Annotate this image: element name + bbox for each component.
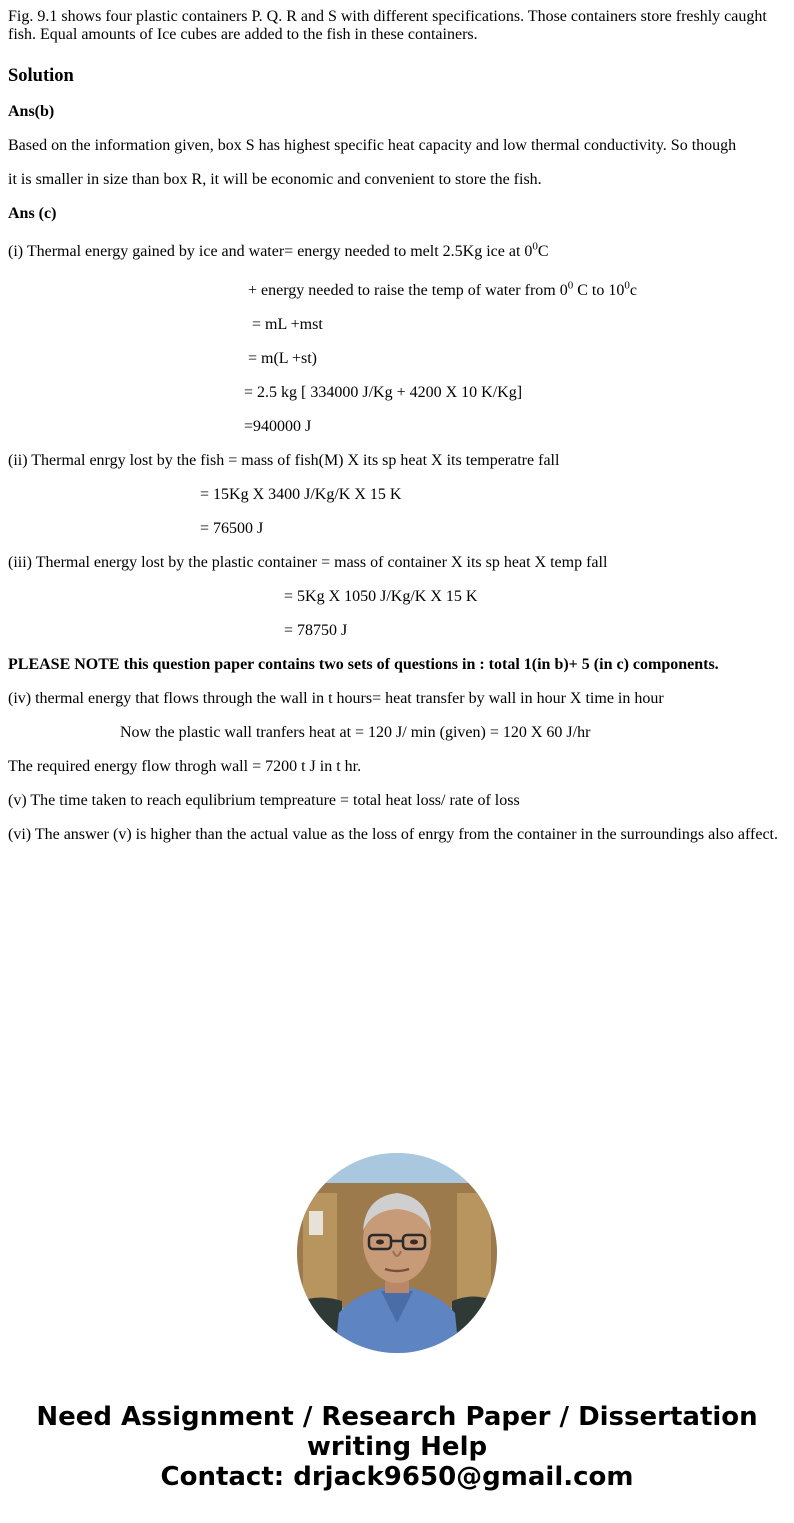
part-iv-line-1: (iv) thermal energy that flows through the wall in t hours= heat transfer by wall in hour X time in hour: [8, 690, 664, 707]
part-vi-line: (vi) The answer (v) is higher than the actual value as the loss of enrgy from the container in the surroundings also affect.: [8, 826, 778, 843]
part-i-line-6: =940000 J: [244, 418, 312, 435]
part-i-line-4: = m(L +st): [248, 350, 317, 367]
part-i-line-1: [8, 240, 549, 261]
part-i-line-2-unit: c: [629, 282, 637, 299]
part-iii-line-1: (iii) Thermal energy lost by the plastic container = mass of container X its sp heat X temp fall: [8, 554, 608, 571]
contact-email: Contact: drjack9650@gmail.com: [160, 1462, 634, 1492]
ans-c-heading: Ans (c): [8, 205, 57, 222]
promo-footer: [0, 1402, 794, 1492]
degree-superscript: 0: [532, 240, 538, 253]
note-text: PLEASE NOTE this question paper contains two sets of questions in : total 1(in b)+ 5 (in c) components.: [8, 656, 719, 673]
part-v-line: (v) The time taken to reach equlibrium tempreature = total heat loss/ rate of loss: [8, 792, 520, 809]
part-iii-line-3: = 78750 J: [284, 622, 348, 639]
part-iv-line-2: Now the plastic wall tranfers heat at = 120 J/ min (given) = 120 X 60 J/hr: [120, 724, 591, 741]
part-ii-line-3: = 76500 J: [200, 520, 264, 537]
avatar-photo: [297, 1153, 497, 1353]
part-i-line-1-unit: C: [537, 243, 549, 260]
part-iv-line-3: The required energy flow throgh wall = 7200 t J in t hr.: [8, 758, 362, 775]
document-body: [8, 0, 788, 843]
part-i-line-1-text: (i) Thermal energy gained by ice and water= energy needed to melt 2.5Kg ice at 0: [8, 243, 533, 260]
ans-b-line-2: it is smaller in size than box R, it will be economic and convenient to store the fish.: [8, 171, 542, 188]
avatar: [297, 1153, 497, 1353]
part-i-line-3: = mL +mst: [252, 316, 323, 333]
ans-b-heading: Ans(b): [8, 103, 55, 120]
part-iii-line-2: = 5Kg X 1050 J/Kg/K X 15 K: [284, 588, 478, 605]
part-i-line-2-text: + energy needed to raise the temp of water from 0: [248, 282, 568, 299]
part-i-line-2-text-b: C to 10: [573, 282, 625, 299]
part-ii-line-2: = 15Kg X 3400 J/Kg/K X 15 K: [200, 486, 402, 503]
degree-superscript: 0: [567, 279, 574, 292]
part-i-line-2: [248, 279, 637, 300]
part-i-line-5: = 2.5 kg [ 334000 J/Kg + 4200 X 10 K/Kg]: [244, 384, 523, 401]
degree-superscript: 0: [624, 279, 630, 292]
question-intro: Fig. 9.1 shows four plastic containers P. Q. R and S with different specifications. Those containers store freshly caught fish. Equal amounts of Ice cubes are added to the fish in these containers.: [8, 8, 767, 43]
ans-b-line-1: Based on the information given, box S has highest specific heat capacity and low thermal conductivity. So though: [8, 137, 737, 154]
solution-heading: Solution: [8, 66, 74, 86]
part-ii-line-1: (ii) Thermal enrgy lost by the fish = mass of fish(M) X its sp heat X its temperatre fall: [8, 452, 560, 469]
promo-line-2: writing Help: [306, 1432, 488, 1462]
promo-line-1: Need Assignment / Research Paper / Dissertation: [36, 1402, 758, 1432]
